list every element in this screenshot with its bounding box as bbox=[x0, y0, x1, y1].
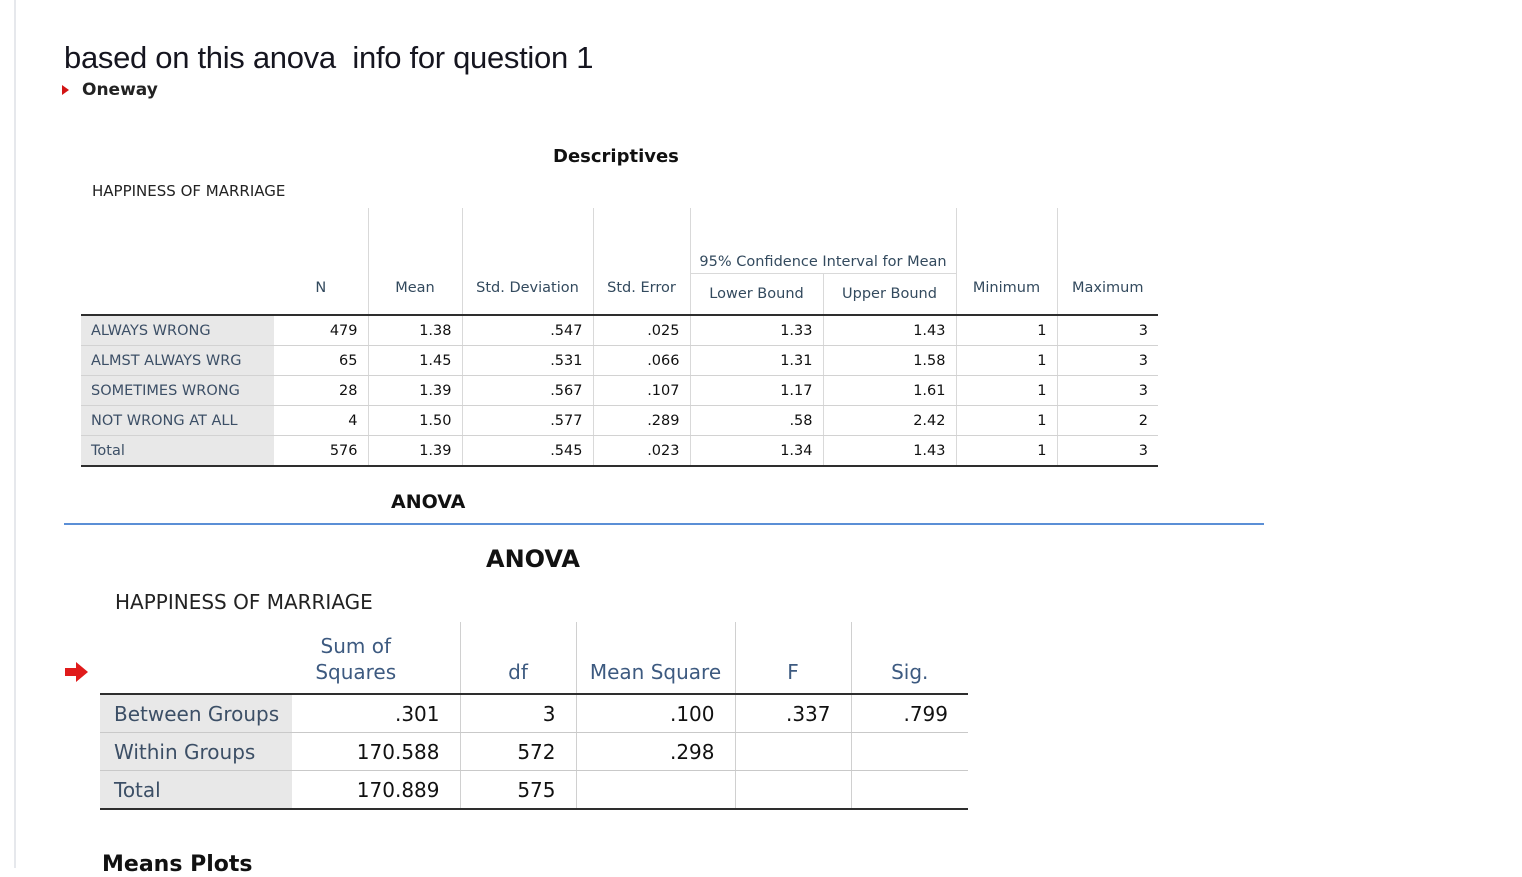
oneway-section-toggle[interactable] bbox=[62, 80, 158, 100]
col-header-f: F bbox=[735, 622, 851, 694]
table-row bbox=[100, 733, 968, 771]
cell-std-error: .289 bbox=[593, 406, 690, 436]
cell-n: 65 bbox=[274, 346, 368, 376]
cell-upper-bound: 1.43 bbox=[823, 436, 956, 467]
cell-maximum: 3 bbox=[1057, 346, 1158, 376]
col-header-sum-of-squares: Sum of Squares bbox=[292, 622, 460, 694]
descriptives-title: Descriptives bbox=[553, 146, 679, 167]
col-header-std-deviation: Std. Deviation bbox=[462, 208, 593, 315]
table-row bbox=[100, 694, 968, 733]
oneway-heading: Oneway bbox=[82, 80, 158, 100]
cell-std-deviation: .531 bbox=[462, 346, 593, 376]
cell-f bbox=[735, 733, 851, 771]
cell-std-error: .066 bbox=[593, 346, 690, 376]
col-header-upper-bound: Upper Bound bbox=[823, 273, 956, 315]
row-label: Total bbox=[81, 436, 274, 467]
cell-sig: .799 bbox=[851, 694, 968, 733]
col-header-confidence-interval: 95% Confidence Interval for Mean bbox=[690, 208, 956, 273]
cell-maximum: 3 bbox=[1057, 436, 1158, 467]
cell-std-error: .023 bbox=[593, 436, 690, 467]
row-label: Within Groups bbox=[100, 733, 292, 771]
cell-mean-square bbox=[576, 771, 735, 810]
cell-sum-of-squares: 170.889 bbox=[292, 771, 460, 810]
row-label: NOT WRONG AT ALL bbox=[81, 406, 274, 436]
col-header-mean: Mean bbox=[368, 208, 462, 315]
cell-mean: 1.38 bbox=[368, 315, 462, 346]
cell-minimum: 1 bbox=[956, 436, 1057, 467]
col-header-n: N bbox=[274, 208, 368, 315]
cell-mean: 1.50 bbox=[368, 406, 462, 436]
descriptives-table bbox=[81, 208, 1158, 467]
table-row bbox=[81, 315, 1158, 346]
anova-outline-heading: ANOVA bbox=[391, 491, 466, 513]
cell-std-deviation: .545 bbox=[462, 436, 593, 467]
table-row-total bbox=[100, 771, 968, 810]
cell-lower-bound: 1.33 bbox=[690, 315, 823, 346]
cell-upper-bound: 1.43 bbox=[823, 315, 956, 346]
red-arrow-icon bbox=[64, 660, 90, 684]
cell-lower-bound: 1.31 bbox=[690, 346, 823, 376]
col-header-maximum: Maximum bbox=[1057, 208, 1158, 315]
corner-cell bbox=[100, 622, 292, 694]
means-plots-heading: Means Plots bbox=[102, 852, 253, 877]
table-row bbox=[81, 376, 1158, 406]
cell-df: 575 bbox=[460, 771, 576, 810]
cell-std-error: .107 bbox=[593, 376, 690, 406]
col-header-df: df bbox=[460, 622, 576, 694]
table-row bbox=[81, 346, 1158, 376]
col-header-std-error: Std. Error bbox=[593, 208, 690, 315]
cell-lower-bound: 1.17 bbox=[690, 376, 823, 406]
cell-minimum: 1 bbox=[956, 376, 1057, 406]
cell-f bbox=[735, 771, 851, 810]
cell-df: 3 bbox=[460, 694, 576, 733]
cell-minimum: 1 bbox=[956, 406, 1057, 436]
cell-maximum: 2 bbox=[1057, 406, 1158, 436]
cell-sig bbox=[851, 771, 968, 810]
anova-variable-label: HAPPINESS OF MARRIAGE bbox=[115, 590, 373, 614]
col-header-minimum: Minimum bbox=[956, 208, 1057, 315]
row-label: SOMETIMES WRONG bbox=[81, 376, 274, 406]
corner-cell-lower bbox=[81, 273, 274, 315]
cell-upper-bound: 1.58 bbox=[823, 346, 956, 376]
cell-n: 4 bbox=[274, 406, 368, 436]
row-label: Total bbox=[100, 771, 292, 810]
cell-maximum: 3 bbox=[1057, 376, 1158, 406]
cell-f: .337 bbox=[735, 694, 851, 733]
descriptives-variable-label: HAPPINESS OF MARRIAGE bbox=[92, 182, 286, 200]
cell-mean: 1.45 bbox=[368, 346, 462, 376]
cell-sum-of-squares: 170.588 bbox=[292, 733, 460, 771]
cell-mean-square: .298 bbox=[576, 733, 735, 771]
row-label: Between Groups bbox=[100, 694, 292, 733]
row-label: ALWAYS WRONG bbox=[81, 315, 274, 346]
cell-n: 28 bbox=[274, 376, 368, 406]
cell-sig bbox=[851, 733, 968, 771]
cell-sum-of-squares: .301 bbox=[292, 694, 460, 733]
cell-lower-bound: .58 bbox=[690, 406, 823, 436]
cell-minimum: 1 bbox=[956, 315, 1057, 346]
cell-df: 572 bbox=[460, 733, 576, 771]
cell-lower-bound: 1.34 bbox=[690, 436, 823, 467]
cell-n: 576 bbox=[274, 436, 368, 467]
anova-table bbox=[100, 622, 968, 810]
col-header-mean-square: Mean Square bbox=[576, 622, 735, 694]
cell-mean: 1.39 bbox=[368, 436, 462, 467]
left-margin-rule bbox=[14, 0, 16, 868]
cell-n: 479 bbox=[274, 315, 368, 346]
question-text: based on this anova info for question 1 bbox=[64, 40, 594, 75]
cell-std-deviation: .547 bbox=[462, 315, 593, 346]
anova-title: ANOVA bbox=[486, 545, 580, 573]
cell-upper-bound: 2.42 bbox=[823, 406, 956, 436]
col-header-sig: Sig. bbox=[851, 622, 968, 694]
cell-minimum: 1 bbox=[956, 346, 1057, 376]
cell-std-error: .025 bbox=[593, 315, 690, 346]
cell-upper-bound: 1.61 bbox=[823, 376, 956, 406]
cell-mean: 1.39 bbox=[368, 376, 462, 406]
row-label: ALMST ALWAYS WRG bbox=[81, 346, 274, 376]
cell-mean-square: .100 bbox=[576, 694, 735, 733]
cell-maximum: 3 bbox=[1057, 315, 1158, 346]
table-row bbox=[81, 406, 1158, 436]
corner-cell bbox=[81, 208, 274, 273]
section-divider bbox=[64, 523, 1264, 525]
table-row-total bbox=[81, 436, 1158, 467]
cell-std-deviation: .577 bbox=[462, 406, 593, 436]
caret-right-icon[interactable] bbox=[62, 85, 69, 95]
cell-std-deviation: .567 bbox=[462, 376, 593, 406]
col-header-lower-bound: Lower Bound bbox=[690, 273, 823, 315]
